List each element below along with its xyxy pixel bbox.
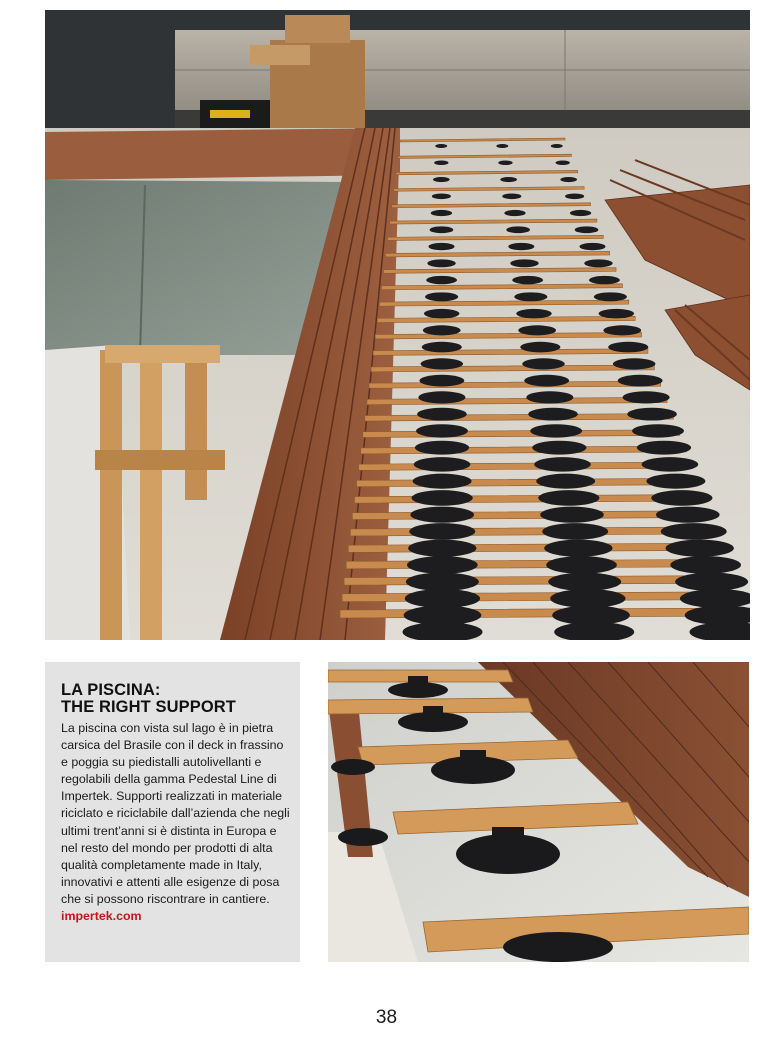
pedestal <box>623 391 670 403</box>
pedestal <box>532 441 586 455</box>
pedestal <box>575 226 599 233</box>
pedestal <box>508 243 534 250</box>
pedestal <box>518 325 556 335</box>
pedestal <box>536 474 595 489</box>
pedestal <box>544 540 612 557</box>
pedestal <box>556 160 570 165</box>
pedestal <box>406 573 479 591</box>
pedestal <box>520 342 560 353</box>
pedestal <box>426 276 457 284</box>
pedestal <box>570 210 591 216</box>
pedestal <box>512 276 543 284</box>
pedestal <box>637 441 691 455</box>
pedestal <box>560 177 577 182</box>
pedestal <box>550 589 625 608</box>
pedestal <box>418 391 465 403</box>
pedestal <box>435 144 447 148</box>
website-link[interactable]: impertek.com <box>61 909 142 924</box>
pedestal <box>642 457 699 471</box>
pool-deck-construction-photo <box>45 10 750 640</box>
pedestal <box>603 325 641 335</box>
pedestal <box>422 342 462 353</box>
pedestal <box>417 408 467 421</box>
pedestal <box>522 358 564 369</box>
pedestal <box>656 507 720 523</box>
pedestal <box>627 408 677 421</box>
pedestal <box>618 375 663 387</box>
article-title-line1: LA PISCINA: <box>61 681 161 699</box>
pedestal <box>514 292 547 301</box>
pedestal <box>504 210 525 216</box>
pedestal <box>502 193 521 199</box>
pedestal <box>534 457 591 471</box>
pedestal <box>542 523 608 540</box>
pedestal <box>434 160 448 165</box>
pedestal <box>516 309 551 319</box>
pedestal <box>510 259 538 267</box>
pedestal <box>548 573 621 591</box>
pedestal <box>651 490 712 506</box>
pedestal <box>498 160 512 165</box>
pedestal <box>589 276 620 284</box>
pedestal <box>599 309 634 319</box>
pedestal <box>646 474 705 489</box>
pedestal <box>419 375 464 387</box>
pedestal <box>412 490 473 506</box>
article-title <box>61 682 290 716</box>
pedestal <box>428 243 454 250</box>
pedestal <box>565 193 584 199</box>
pedestal <box>408 540 476 557</box>
pedestal <box>538 490 599 506</box>
pedestal <box>410 507 474 523</box>
pedestal <box>423 325 461 335</box>
pedestal <box>632 424 684 437</box>
pedestal <box>551 144 563 148</box>
pedestal <box>666 540 734 557</box>
pedestal-closeup-photo <box>328 662 749 962</box>
page-number: 38 <box>375 1007 398 1028</box>
article-body: La piscina con vista sul lago è in pietra carsica del Brasile con il deck in frassino e poggia su piedistalli autolivellanti e regolabili della gamma Pedestal Line di Impertek. Supporti realizzati in materiale riciclato e riciclabile dall’azienda che negli ultimi trent’anni si è distinta in Europa e nel resto del mondo per prodotti di alta qualità completamente made in Italy, innovativi e attenti alle esigenze di posa che si possono riscontrare in cantiere. <box>61 721 290 906</box>
article-title-line2: THE RIGHT SUPPORT <box>61 698 236 716</box>
pedestal <box>540 507 604 523</box>
pedestal <box>407 556 478 574</box>
pedestal <box>416 424 468 437</box>
pedestal <box>430 226 454 233</box>
pedestal <box>613 358 655 369</box>
pedestal <box>425 292 458 301</box>
pedestal <box>661 523 727 540</box>
pedestal <box>594 292 627 301</box>
pedestal <box>496 144 508 148</box>
pedestal <box>431 210 452 216</box>
pedestal <box>413 474 472 489</box>
article-sidebar <box>45 662 300 962</box>
pedestal <box>608 342 648 353</box>
pedestal <box>530 424 582 437</box>
pedestal <box>500 177 517 182</box>
pedestal <box>506 226 530 233</box>
pedestal <box>414 457 471 471</box>
pedestal <box>524 375 569 387</box>
pedestal <box>421 358 463 369</box>
pedestal <box>526 391 573 403</box>
pedestal <box>675 573 748 591</box>
pedestal <box>424 309 459 319</box>
pedestal <box>409 523 475 540</box>
pedestal <box>670 556 741 574</box>
pedestal <box>433 177 450 182</box>
pedestal <box>528 408 578 421</box>
pedestal <box>546 556 617 574</box>
pedestal <box>427 259 455 267</box>
pedestal <box>579 243 605 250</box>
pedestal <box>432 193 451 199</box>
pedestal <box>415 441 469 455</box>
pedestal <box>405 589 480 608</box>
pedestal <box>584 259 612 267</box>
